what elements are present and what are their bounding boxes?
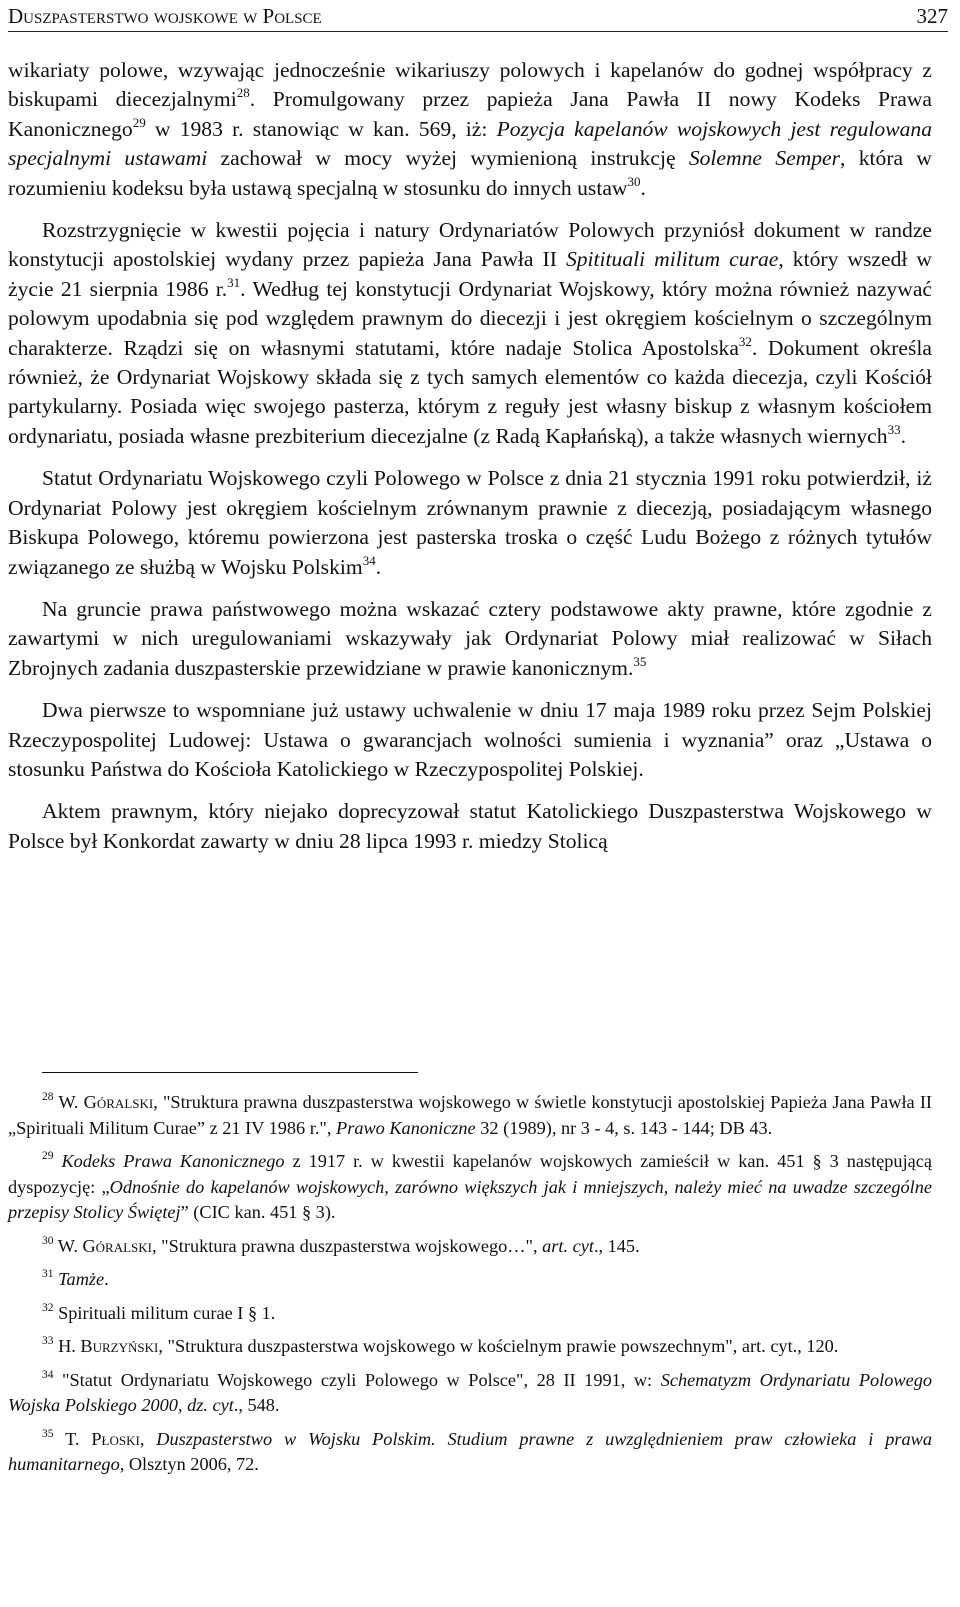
page-number: 327 bbox=[916, 4, 948, 28]
italic-title: Duszpasterstwo w Wojsku Polskim. Studium prawne z uwzględnieniem praw człowieka i prawa humanitarnego bbox=[8, 1428, 932, 1474]
text-run: . Promulgowany przez papieża Jana Pawła II nowy Kodeks Prawa Kanonicznego bbox=[8, 87, 932, 141]
footnote-ref: 30 bbox=[627, 173, 641, 189]
italic-quote: Pozycja kapelanów wojskowych jest regulowana specjalnymi ustawami bbox=[8, 116, 932, 171]
footnote-31 bbox=[8, 1267, 932, 1293]
paragraph-5 bbox=[8, 696, 932, 784]
text-run: , który wszedł w życie 21 sierpnia 1986 r. bbox=[8, 247, 932, 301]
text-run: . bbox=[104, 1269, 109, 1289]
italic-abbrev: Tamże bbox=[53, 1269, 105, 1289]
text-run: z 1917 r. w kwestii kapelanów wojskowych zamieścił w kan. 451 § 3 następującą dyspozycję: „ bbox=[8, 1151, 932, 1197]
footnote-number: 29 bbox=[42, 1150, 54, 1162]
text-run: . Według tej konstytucji Ordynariat Wojskowy, który można również nazywać polowym upodabnia się pod względem prawnym do diecezji i jest okręgiem kościelnym o szczególnym charakterze. Rządzi się on własnymi statutami, które nadaje Stolica Apostolska bbox=[8, 276, 932, 360]
text-run: Aktem prawnym, który niejako doprecyzował statut Katolickiego Duszpasterstwa Wojskowego w Polsce był Konkordat zawarty w dniu 28 lipca 1993 r. miedzy Stolicą bbox=[8, 799, 932, 853]
footnote-32 bbox=[8, 1301, 932, 1327]
text-run: . bbox=[900, 423, 906, 448]
text-run: ., 548. bbox=[233, 1395, 280, 1415]
paragraph-3 bbox=[8, 464, 932, 582]
footnote-30 bbox=[8, 1234, 932, 1260]
paragraph-6 bbox=[8, 797, 932, 856]
footnote-35 bbox=[8, 1427, 932, 1478]
footnote-28 bbox=[8, 1090, 932, 1141]
text-run: , Olsztyn 2006, 72. bbox=[119, 1454, 259, 1474]
text-run: H. bbox=[53, 1336, 81, 1356]
footnote-number: 31 bbox=[42, 1268, 54, 1280]
text-run: . bbox=[640, 175, 646, 200]
text-run: Dwa pierwsze to wspomniane już ustawy uchwalenie w dniu 17 maja 1989 roku przez Sejm Polskiej Rzeczypospolitej Ludowej: Ustawa o gwarancjach wolności sumienia i wyznania” oraz „Ustawa o stosunku Państwa do Kościoła Katolickiego w Rzeczypospolitej Polskiej. bbox=[8, 698, 932, 781]
footnote-number: 28 bbox=[42, 1091, 54, 1103]
paragraph-1 bbox=[8, 56, 932, 203]
italic-title: Kodeks Prawa Kanonicznego bbox=[53, 1151, 285, 1171]
text-run: , która w rozumieniu kodeksu była ustawą specjalną w stosunku do innych ustaw bbox=[8, 146, 932, 200]
text-run: . Dokument określa również, że Ordynariat Wojskowy składa się z tych samych elementów co każda diecezja, czyli Kościół partykularny. Posiada więc swojego pasterza, którym z reguły jest własny biskup z własnym kościołem ordynariatu, posiada własne prezbiterium diecezjalne (z Radą Kapłańską), a także własnych wiernych bbox=[8, 335, 932, 448]
text-run: W. bbox=[53, 1235, 83, 1256]
author-name: Burzyński bbox=[80, 1336, 159, 1356]
footnote-ref: 32 bbox=[738, 333, 752, 349]
text-run: ” (CIC kan. 451 § 3). bbox=[180, 1202, 336, 1222]
main-text bbox=[8, 56, 932, 856]
text-run: Statut Ordynariatu Wojskowego czyli Polowego w Polsce z dnia 21 stycznia 1991 roku potwierdził, iż Ordynariat Polowy jest okręgiem kościelnym zrównanym prawnie z diecezją, posiadającym własnego Biskupa Polowego, któremu powierzona jest pasterska troska o część Ludu Bożego z różnych tytułów związanego ze służbą w Wojsku Polskim bbox=[8, 466, 932, 579]
footnote-number: 30 bbox=[42, 1234, 54, 1247]
italic-title: Spitituali militum curae bbox=[565, 247, 779, 272]
footnote-separator bbox=[42, 1072, 418, 1073]
text-run: W. bbox=[53, 1092, 84, 1112]
text-run: , "Struktura duszpasterstwa wojskowego w kościelnym prawie powszechnym", art. cyt., 120. bbox=[158, 1336, 839, 1356]
text-run: Rozstrzygnięcie w kwestii pojęcia i natury Ordynariatów Polowych przyniósł dokument w randze konstytucji apostolskiej wydany przez papieża Jana Pawła II bbox=[8, 218, 932, 272]
text-run: zachował w mocy wyżej wymienioną instrukcję bbox=[207, 146, 689, 171]
footnote-number: 33 bbox=[42, 1335, 54, 1347]
footnote-number: 35 bbox=[42, 1427, 54, 1440]
text-run: ., 145. bbox=[593, 1235, 640, 1256]
text-run: , "Struktura prawna duszpasterstwa wojskowego…", bbox=[152, 1235, 543, 1256]
italic-title: Prawo Kanoniczne bbox=[336, 1117, 476, 1138]
author-name: Góralski bbox=[82, 1235, 153, 1256]
text-run: T. bbox=[53, 1428, 92, 1449]
footnote-number: 32 bbox=[42, 1301, 54, 1314]
running-head: Duszpasterstwo wojskowe w Polsce bbox=[8, 4, 322, 28]
footnote-number: 34 bbox=[42, 1368, 54, 1381]
italic-title: Solemne Semper bbox=[688, 146, 841, 171]
text-run: . bbox=[375, 554, 382, 579]
paragraph-4 bbox=[8, 595, 932, 683]
footnote-ref: 31 bbox=[227, 274, 241, 290]
text-run: , bbox=[139, 1428, 157, 1449]
author-name: Góralski bbox=[83, 1092, 154, 1112]
text-run: "Statut Ordynariatu Wojskowego czyli Polowego w Polsce", 28 II 1991, w: bbox=[53, 1369, 661, 1390]
footnote-ref: 28 bbox=[236, 85, 250, 101]
footnote-ref: 29 bbox=[132, 114, 146, 130]
text-run: Na gruncie prawa państwowego można wskazać cztery podstawowe akty prawne, które zgodnie z zawartymi w nich uregulowaniami wskazywały jak Ordynariat Polowy miał realizować w Siłach Zbrojnych zadania duszpasterskie przewidziane w prawie kanonicznym. bbox=[8, 596, 932, 680]
text-run: , "Struktura prawna duszpasterstwa wojskowego w świetle konstytucji apostolskiej Papieża Jana Pawła II „Spirituali Militum Curae” z 21 IV 1986 r.", bbox=[8, 1092, 932, 1138]
page-header bbox=[8, 0, 948, 32]
text-run: wikariaty polowe, wzywając jednocześnie wikariuszy polowych i kapelanów do godnej współpracy z biskupami diecezjalnymi bbox=[8, 58, 932, 112]
author-name: Płoski bbox=[91, 1428, 140, 1449]
text-run: Spirituali militum curae I § 1. bbox=[53, 1302, 276, 1323]
footnote-ref: 34 bbox=[362, 552, 376, 568]
footnote-29 bbox=[8, 1149, 932, 1226]
italic-quote: Odnośnie do kapelanów wojskowych, zarówno większych jak i mniejszych, należy mieć na uwadze szczególne przepisy Stolicy Świętej bbox=[8, 1176, 932, 1222]
paragraph-2 bbox=[8, 216, 932, 451]
text-run: w 1983 r. stanowiąc w kan. 569, iż: bbox=[145, 116, 497, 141]
footnote-33 bbox=[8, 1334, 932, 1360]
footnote-34 bbox=[8, 1368, 932, 1419]
footnote-ref: 33 bbox=[887, 421, 901, 437]
italic-abbrev: art. cyt bbox=[542, 1235, 594, 1256]
footnote-ref: 35 bbox=[633, 653, 647, 669]
footnotes bbox=[8, 1090, 932, 1486]
text-run: 32 (1989), nr 3 - 4, s. 143 - 144; DB 43. bbox=[475, 1117, 773, 1138]
italic-title: Schematyzm Ordynariatu Polowego Wojska Polskiego 2000, dz. cyt bbox=[8, 1369, 932, 1415]
